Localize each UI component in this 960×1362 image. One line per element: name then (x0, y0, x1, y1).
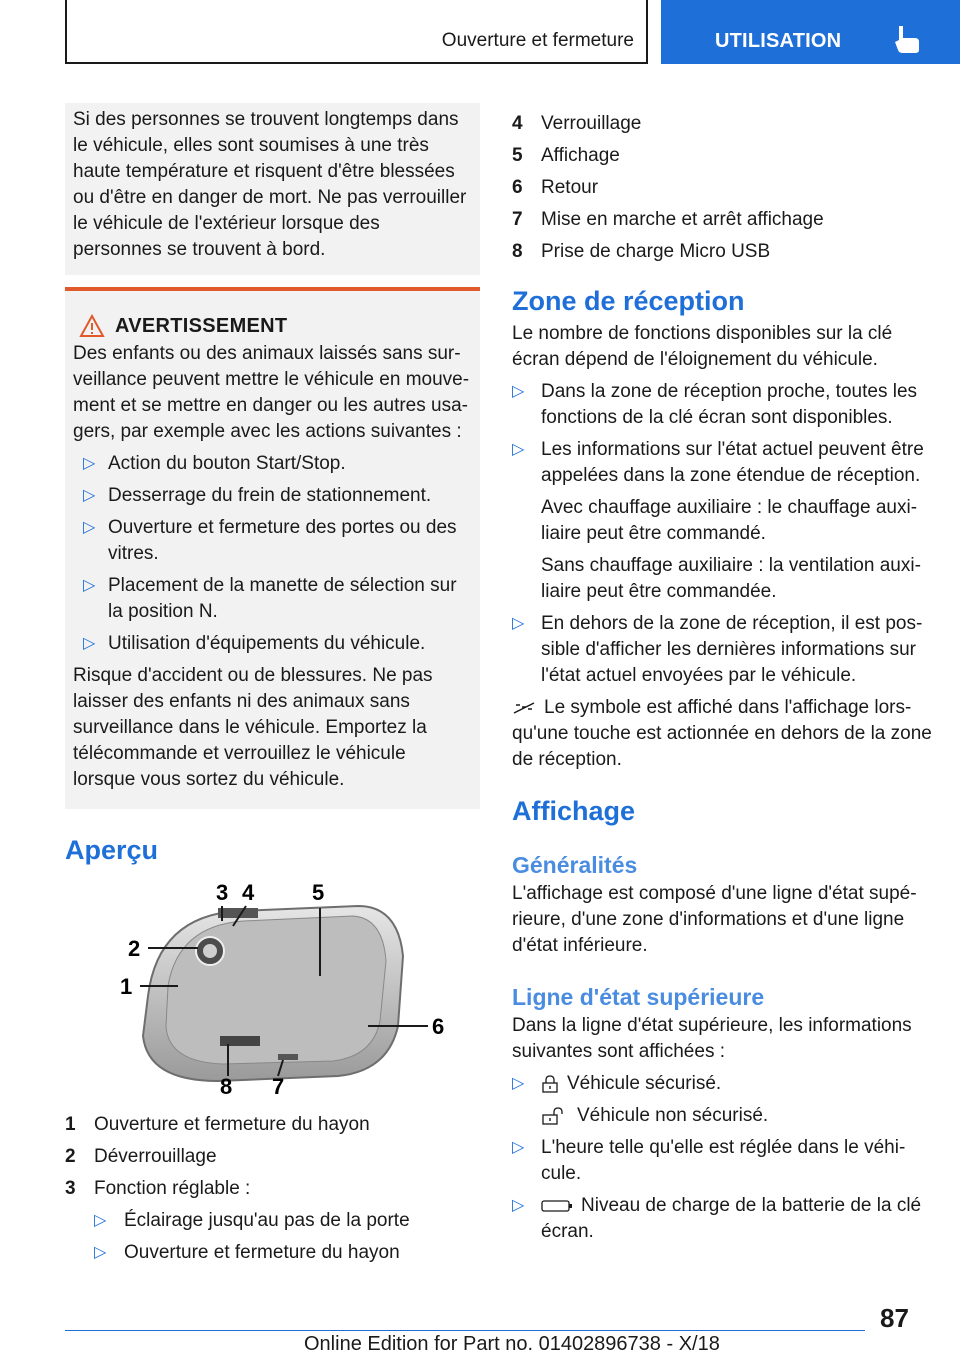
header-chapter (661, 0, 960, 64)
footer-edition: Online Edition for Part no. 01402896738 - X/18 (304, 1333, 720, 1355)
bullet-triangle-icon: ▷ (94, 1244, 107, 1261)
warning-triangle-icon (79, 314, 105, 338)
legend-item: 8 Prise de charge Micro USB (512, 241, 771, 262)
list-item: ▷ Véhicule sécurisé. (512, 1071, 932, 1097)
bullet-triangle-icon: ▷ (512, 615, 525, 632)
upper-status-heading: Ligne d'état supérieure (512, 984, 765, 1010)
list-item: ▷ Action du bouton Start/Stop. (73, 451, 472, 477)
display-heading: Affichage (512, 796, 636, 826)
header-section (65, 0, 648, 64)
display-key-figure (98, 876, 458, 1098)
list-item: ▷ Ouverture et fermeture des portes ou des vitres. (73, 515, 472, 567)
overview-heading: Aperçu (65, 835, 159, 865)
figure-label: 7 (272, 1074, 285, 1098)
list-item: ▷ Utilisation d'équipements du véhicule. (73, 631, 472, 657)
list-item: ▷ L'heure telle qu'elle est réglée dans le véhicule. (512, 1135, 932, 1187)
unlocked-line: Véhicule non sécurisé. (512, 1103, 932, 1129)
bullet-triangle-icon: ▷ (512, 1197, 525, 1214)
pointing-hand-icon (893, 24, 921, 54)
right-column (512, 111, 932, 1245)
list-item: ▷ Niveau de charge de la batterie de la clé écran. (512, 1193, 932, 1245)
chapter-title: UTILISATION (715, 30, 842, 52)
reception-intro: Le nombre de fonctions disponibles sur la clé écran dépend de l'éloignement du véhicule. (512, 323, 893, 370)
figure-label: 5 (312, 880, 325, 905)
battery-icon (541, 1199, 573, 1213)
notice-box (65, 103, 480, 275)
warning-title: AVERTISSEMENT (115, 315, 288, 337)
warning-intro: Des enfants ou des animaux laissés sans surveillance peuvent mettre le véhicule en mouvement et se mettre en danger ou les autres usagers, par exemple avec les actions suivantes : (73, 343, 470, 442)
warning-outro: Risque d'accident ou de blessures. Ne pas laisser des enfants ni des animaux sans surveillance dans le véhicule. Emportez la télécommande et verrouillez le véhicule lorsque vous sortez du véhicule. (73, 665, 433, 790)
figure-label: 8 (220, 1074, 233, 1098)
legend-item: 1 Ouverture et fermeture du hayon (65, 1114, 370, 1135)
figure-label: 3 (216, 880, 229, 905)
reception-heading: Zone de réception (512, 286, 745, 316)
notice-text: Si des personnes se trouvent longtemps dans le véhicule, elles sont soumises à une très haute température et risquent d'être blessées ou d'être en danger de mort. Ne pas verrouiller le véhicule de l'extérieur lorsque des personnes se trouvent à bord. (73, 109, 467, 260)
lock-open-icon (541, 1107, 569, 1125)
figure-label: 1 (120, 974, 133, 999)
bullet-triangle-icon: ▷ (94, 1212, 107, 1229)
heater-with: Avec chauffage auxiliaire : le chauffage auxiliaire peut être commandé. (541, 497, 918, 544)
warning-header (79, 313, 472, 339)
upper-status-intro: Dans la ligne d'état supérieure, les informations suivantes sont affichées : (512, 1015, 912, 1062)
legend-left (65, 1112, 480, 1266)
list-item: ▷ Les informations sur l'état actuel peuvent être appelées dans la zone étendue de réception. (512, 437, 932, 489)
list-item: ▷ En dehors de la zone de réception, il est possible d'afficher les dernières informations sur l'état actuel envoyées par le véhicule. (512, 611, 932, 689)
list-item: ▷ Ouverture et fermeture du hayon (94, 1240, 480, 1266)
list-item: ▷ Placement de la manette de sélection sur la position N. (73, 573, 472, 625)
bullet-triangle-icon: ▷ (83, 455, 96, 472)
footer-divider (65, 1330, 865, 1331)
legend-item: 3 Fonction réglable : (65, 1178, 251, 1199)
figure-label: 2 (128, 936, 141, 961)
section-title: Ouverture et fermeture (441, 30, 634, 51)
legend-item: 7 Mise en marche et arrêt affichage (512, 209, 824, 230)
legend-item: 2 Déverrouillage (65, 1146, 217, 1167)
general-heading: Généralités (512, 852, 638, 878)
figure-label: 6 (432, 1014, 445, 1039)
bullet-triangle-icon: ▷ (512, 383, 525, 400)
bullet-triangle-icon: ▷ (83, 577, 96, 594)
figure-label: 4 (242, 880, 255, 905)
legend-item: 4 Verrouillage (512, 113, 642, 134)
out-of-range-icon (512, 701, 536, 715)
general-text: L'affichage est composé d'une ligne d'état supérieure, d'une zone d'informations et d'une ligne d'état inférieure. (512, 883, 917, 956)
list-item: ▷ Éclairage jusqu'au pas de la porte (94, 1208, 480, 1234)
bullet-triangle-icon: ▷ (83, 635, 96, 652)
symbol-paragraph: Le symbole est affiché dans l'affichage lorsqu'une touche est actionnée en dehors de la zone de réception. (512, 697, 932, 770)
legend-item: 5 Affichage (512, 145, 620, 166)
bullet-triangle-icon: ▷ (83, 487, 96, 504)
heater-without: Sans chauffage auxiliaire : la ventilation auxiliaire peut être commandée. (541, 555, 921, 602)
bullet-triangle-icon: ▷ (83, 519, 96, 536)
bullet-triangle-icon: ▷ (512, 441, 525, 458)
bullet-triangle-icon: ▷ (512, 1139, 525, 1156)
lock-closed-icon (541, 1075, 559, 1093)
legend-item: 6 Retour (512, 177, 599, 198)
warning-box (65, 287, 480, 809)
bullet-triangle-icon: ▷ (512, 1075, 525, 1092)
list-item: ▷ Dans la zone de réception proche, toutes les fonctions de la clé écran sont disponibles. (512, 379, 932, 431)
list-item: ▷ Desserrage du frein de stationnement. (73, 483, 472, 509)
page-number: 87 (880, 1303, 909, 1333)
